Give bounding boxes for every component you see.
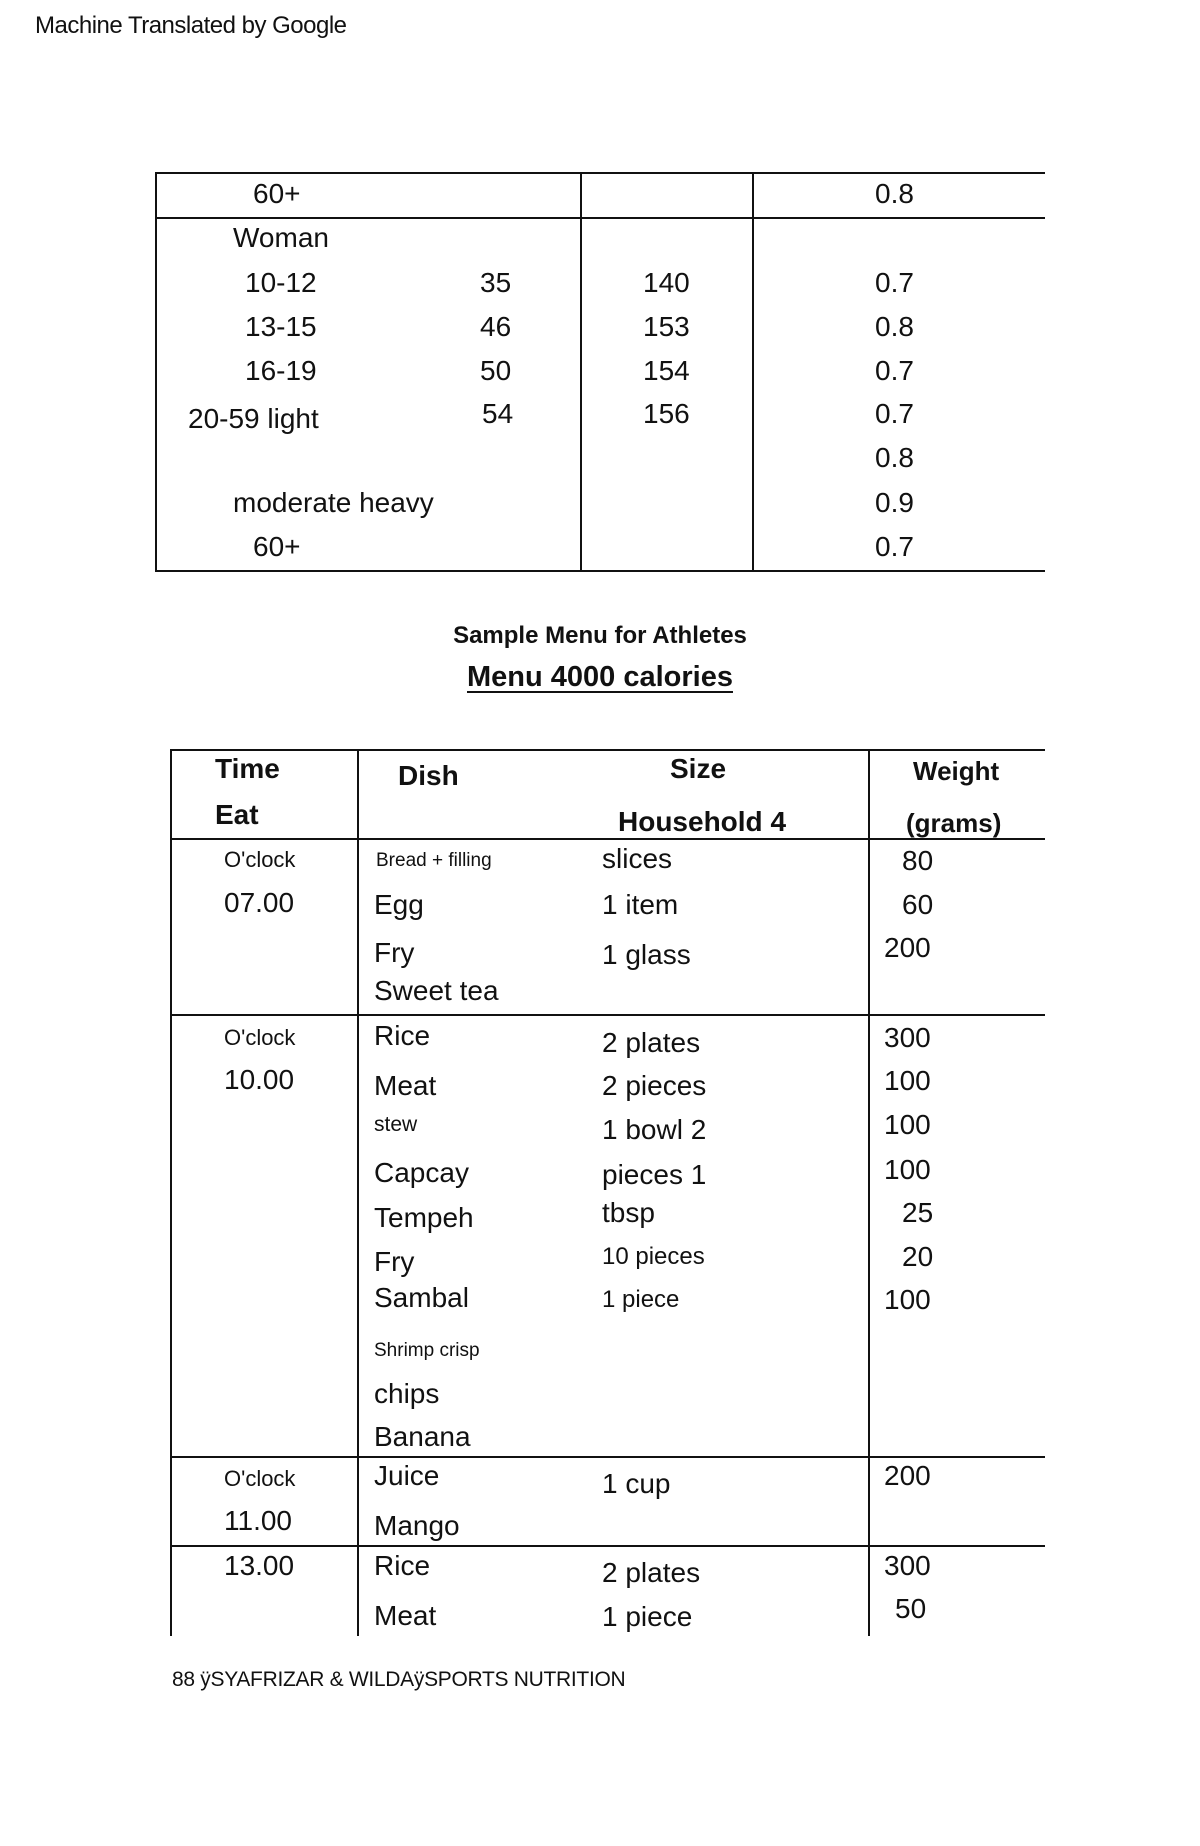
weight-item: 100: [884, 1109, 931, 1140]
dish-item: Sambal: [374, 1282, 469, 1313]
table-cell-label: 10-12: [245, 267, 317, 298]
size-item: 1 cup: [602, 1468, 671, 1499]
size-item: slices: [602, 843, 673, 874]
table-cell-height: 154: [643, 355, 690, 386]
dish-item: stew: [374, 1113, 418, 1136]
dish-item: Juice: [374, 1460, 440, 1491]
table-cell-factor: 0.9: [875, 487, 914, 518]
dish-item: Meat: [374, 1070, 437, 1101]
weight-item: 300: [884, 1550, 931, 1581]
header-size-sub: Household 4: [618, 806, 787, 837]
table-cell-factor: 0.8: [875, 442, 914, 473]
time-label: O'clock: [224, 847, 296, 872]
table-cell-weight: 46: [480, 311, 512, 342]
header-dish: Dish: [398, 760, 459, 791]
table-cell-factor: 0.7: [875, 531, 914, 562]
weight-item: 300: [884, 1022, 931, 1053]
dish-item: Bread + filling: [376, 850, 492, 871]
dish-item: Rice: [374, 1550, 431, 1581]
dish-item: Capcay: [374, 1157, 469, 1188]
table-cell-label: 16-19: [245, 355, 317, 386]
table-cell-factor: 0.7: [875, 398, 914, 429]
size-item: 1 glass: [602, 939, 691, 970]
weight-item: 60: [902, 889, 934, 920]
menu-subtitle: Menu 4000 calories: [467, 661, 733, 693]
table-cell-factor: 0.7: [875, 267, 914, 298]
table-cell-label: 13-15: [245, 311, 317, 342]
time-label: O'clock: [224, 1466, 296, 1491]
dish-item: Meat: [374, 1600, 437, 1631]
size-item: tbsp: [602, 1197, 655, 1228]
weight-item: 80: [902, 845, 934, 876]
dish-item: Sweet tea: [374, 975, 499, 1006]
table-cell-label: 60+: [253, 178, 301, 209]
weight-item: 25: [902, 1197, 934, 1228]
meal-time: 13.00: [224, 1550, 295, 1581]
header-weight-sub: (grams): [906, 808, 1002, 838]
size-item: 2 pieces: [602, 1070, 707, 1101]
dish-item: Banana: [374, 1421, 471, 1452]
table-cell-height: 156: [643, 398, 690, 429]
weight-item: 100: [884, 1154, 931, 1185]
dish-item: Egg: [374, 889, 424, 920]
weight-item: 100: [884, 1065, 931, 1096]
dish-item: Shrimp crisp: [374, 1340, 480, 1361]
section-title: Sample Menu for Athletes: [453, 622, 747, 649]
header-time-sub: Eat: [215, 799, 259, 830]
table-cell-height: 140: [643, 267, 690, 298]
size-item: 1 bowl 2: [602, 1114, 707, 1145]
weight-item: 200: [884, 932, 931, 963]
table-cell-label: moderate heavy: [233, 487, 434, 518]
size-item: 1 piece: [602, 1601, 693, 1632]
dish-item: Fry: [374, 937, 415, 968]
meal-time: 10.00: [224, 1064, 295, 1095]
size-item: 10 pieces: [602, 1243, 705, 1270]
translation-banner: Machine Translated by Google: [35, 12, 347, 39]
meal-time: 07.00: [224, 887, 295, 918]
table-cell-label: 20-59 light: [188, 403, 319, 434]
weight-item: 20: [902, 1241, 934, 1272]
size-item: pieces 1: [602, 1159, 707, 1190]
header-size: Size: [670, 753, 727, 784]
table-cell-factor: 0.8: [875, 178, 914, 209]
table-cell-weight: 35: [480, 267, 512, 298]
table-cell-label: Woman: [233, 222, 329, 253]
size-item: 2 plates: [602, 1027, 701, 1058]
time-label: O'clock: [224, 1025, 296, 1050]
table-cell-weight: 54: [482, 398, 514, 429]
meal-time: 11.00: [224, 1505, 292, 1536]
dish-item: Mango: [374, 1510, 460, 1541]
weight-item: 50: [895, 1593, 927, 1624]
dish-item: Fry: [374, 1246, 415, 1277]
table-cell-label: 60+: [253, 531, 301, 562]
table-cell-height: 153: [643, 311, 690, 342]
header-time: Time: [215, 753, 280, 784]
size-item: 1 piece: [602, 1286, 680, 1313]
weight-item: 100: [884, 1284, 931, 1315]
size-item: 2 plates: [602, 1557, 701, 1588]
page-footer: 88 ÿSYAFRIZAR & WILDAÿSPORTS NUTRITION: [172, 1668, 626, 1691]
dish-item: Tempeh: [374, 1202, 474, 1233]
dish-item: chips: [374, 1378, 440, 1409]
table-cell-factor: 0.7: [875, 355, 914, 386]
header-weight: Weight: [913, 756, 1000, 786]
table-cell-factor: 0.8: [875, 311, 914, 342]
weight-item: 200: [884, 1460, 931, 1491]
dish-item: Rice: [374, 1020, 431, 1051]
table-cell-weight: 50: [480, 355, 512, 386]
size-item: 1 item: [602, 889, 679, 920]
